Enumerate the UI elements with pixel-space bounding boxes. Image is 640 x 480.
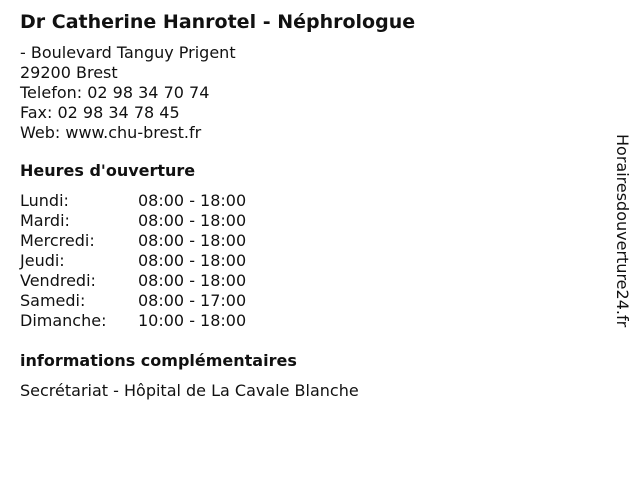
additional-info-text: Secrétariat - Hôpital de La Cavale Blanche	[20, 381, 359, 400]
day-label: Jeudi:	[20, 251, 65, 270]
fax-number: Fax: 02 98 34 78 45	[20, 103, 180, 122]
day-label: Vendredi:	[20, 271, 96, 290]
hours-row	[20, 271, 246, 291]
day-label: Dimanche:	[20, 311, 107, 330]
phone-number: Telefon: 02 98 34 70 74	[20, 83, 210, 102]
hours-row	[20, 251, 246, 271]
doctor-info-card	[20, 9, 600, 401]
hours-value: 08:00 - 18:00	[138, 231, 247, 250]
hours-value: 08:00 - 18:00	[138, 271, 247, 290]
hours-value: 08:00 - 18:00	[138, 211, 247, 230]
additional-info-heading: informations complémentaires	[20, 351, 297, 370]
opening-hours-table	[20, 191, 246, 331]
city: 29200 Brest	[20, 63, 118, 82]
day-label: Mardi:	[20, 211, 70, 230]
day-label: Mercredi:	[20, 231, 95, 250]
hours-value: 10:00 - 18:00	[138, 311, 247, 330]
day-label: Samedi:	[20, 291, 86, 310]
hours-value: 08:00 - 18:00	[138, 251, 247, 270]
hours-row	[20, 191, 246, 211]
hours-value: 08:00 - 18:00	[138, 191, 247, 210]
opening-hours-heading: Heures d'ouverture	[20, 161, 196, 180]
address-block	[20, 43, 600, 143]
hours-value: 08:00 - 17:00	[138, 291, 247, 310]
day-label: Lundi:	[20, 191, 69, 210]
hours-row	[20, 211, 246, 231]
hours-row	[20, 291, 246, 311]
website: Web: www.chu-brest.fr	[20, 123, 202, 142]
hours-row	[20, 311, 246, 331]
hours-row	[20, 231, 246, 251]
page-title: Dr Catherine Hanrotel - Néphrologue	[20, 11, 416, 33]
street-address: - Boulevard Tanguy Prigent	[20, 43, 236, 62]
brand-watermark: Horairesdouverture24.fr	[613, 134, 632, 328]
